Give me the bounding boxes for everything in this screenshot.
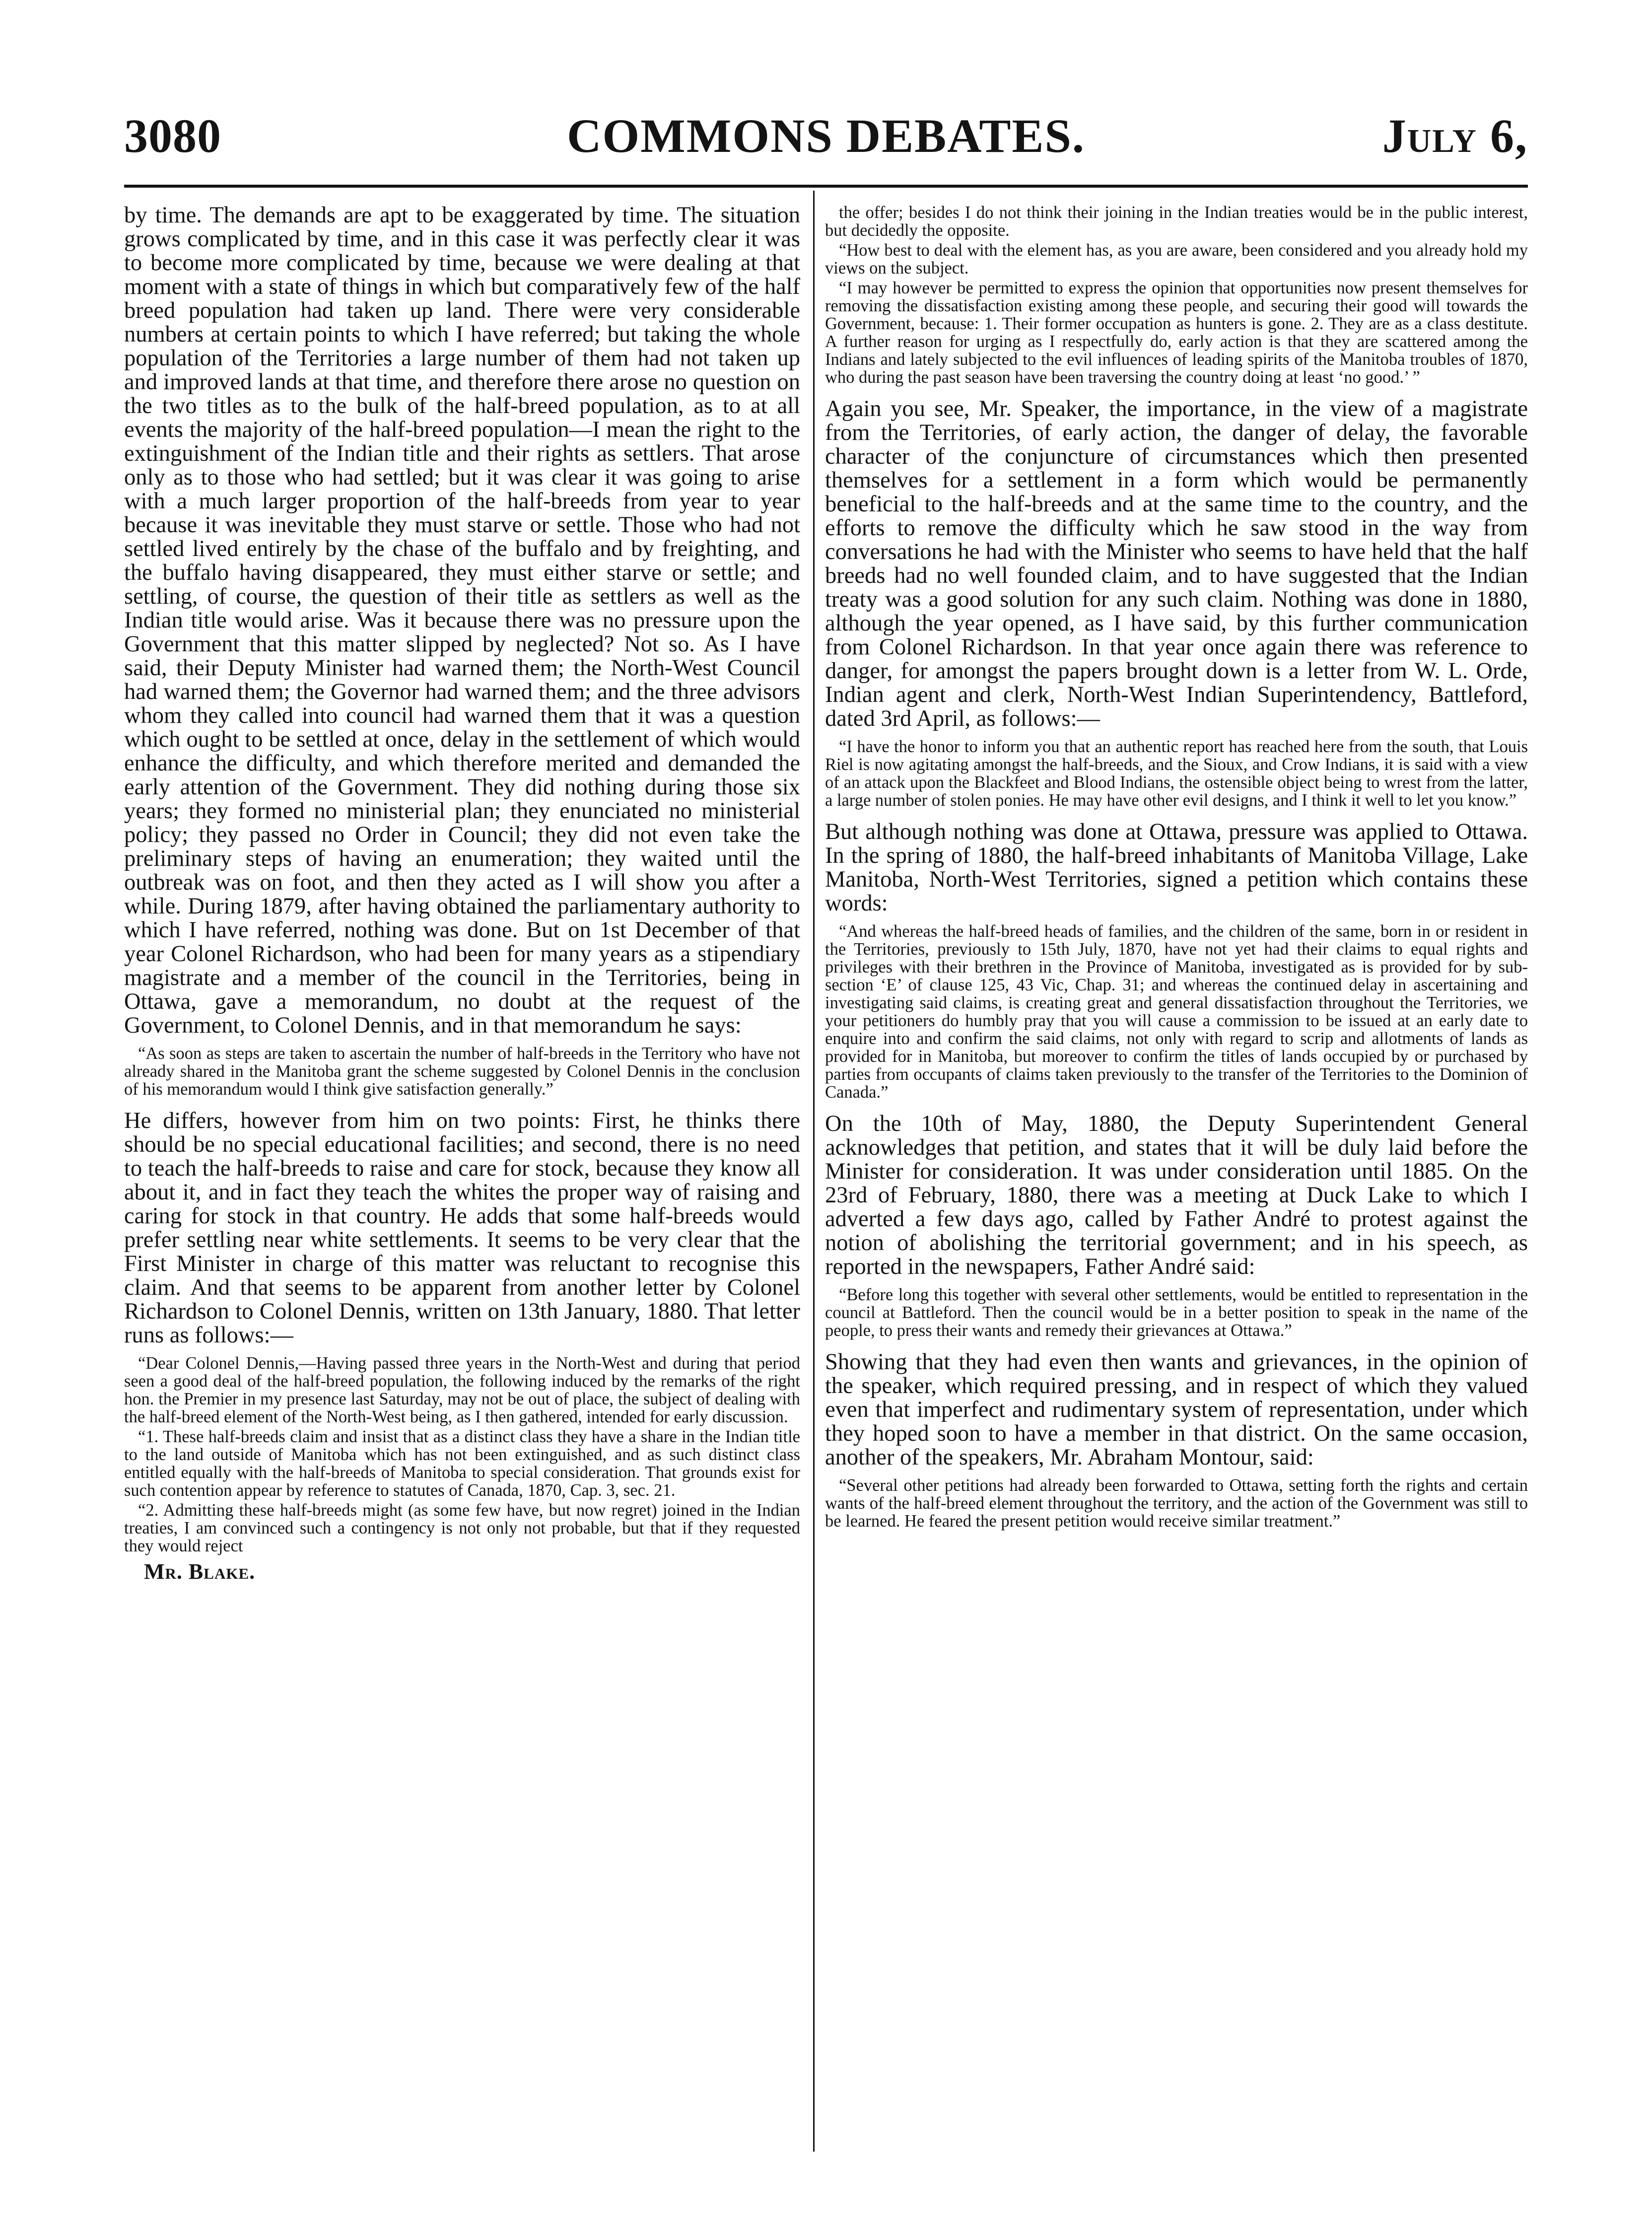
quoted-letter: “2. Admitting these half-breeds might (as some few have, but now regret) joined in the Indian treaties, I am convinced such a contingency is not only not probable, but that if they requested they would reject — [124, 1501, 800, 1555]
quoted-speech: “Several other petitions had already been forwarded to Ottawa, setting forth the rights and certain wants of the half-breed element throughout the territory, and the action of the Government was still to be learned. He feared the present petition would receive similar treatment.” — [825, 1476, 1528, 1531]
body-paragraph: Showing that they had even then wants and grievances, in the opinion of the speaker, which required pressing, and in respect of which they valued even that imperfect and rudimentary system of representation, under which they hoped soon to have a member in that district. On the same occasion, another of the speakers, Mr. Abraham Montour, said: — [825, 1349, 1528, 1470]
quoted-speech: “Before long this together with several other settlements, would be entitled to representation in the council at Battleford. Then the council would be in a better position to speak in the name of the people, to press their wants and remedy their grievances at Ottawa.” — [825, 1285, 1528, 1340]
header-rule — [124, 185, 1528, 188]
body-paragraph: Again you see, Mr. Speaker, the importance, in the view of a magistrate from the Territories, of early action, the danger of delay, the favorable character of the conjuncture of circumstances which then presented themselves for a settlement in a form which would be permanently beneficial to the half-breeds and at the same time to the country, and the efforts to remove the difficulty which he saw stood in the way from conversations he had with the Minister who seems to have held that the half breeds had no well founded claim, and to have suggested that the Indian treaty was a good solution for any such claim. Nothing was done in 1880, although the year opened, as I have said, by this further communication from Colonel Richardson. In that year once again there was reference to danger, for amongst the papers brought down is a letter from W. L. Orde, Indian agent and clerk, North-West Indian Superintendency, Battleford, dated 3rd April, as follows:— — [825, 396, 1528, 731]
quoted-letter: “1. These half-breeds claim and insist that as a distinct class they have a share in the Indian title to the land outside of Manitoba which has not been extinguished, and as such distinct class entitled equally with the half-breeds of Manitoba to special consideration. That grounds exist for such contention appear by reference to statutes of Canada, 1870, Cap. 3, sec. 21. — [124, 1427, 800, 1500]
page-date: July 6, — [1382, 109, 1528, 162]
quoted-petition: “And whereas the half-breed heads of families, and the children of the same, born in or resident in the Territories, previously to 15th July, 1870, have not yet had their claims to equal rights and privileges with their brethren in the Province of Manitoba, investigated as is provided for by sub-section ‘E’ of clause 125, 43 Vic, Chap. 31; and whereas the continued delay in ascertaining and investigating said claims, is creating great and general dissatisfaction throughout the Territories, we your petitioners do humbly pray that you will cause a commission to be issued at an early date to enquire into and confirm the said claims, not only with regard to scrip and allotments of lands as provided for in Manitoba, but moreover to confirm the titles of lands occupied by or purchased by parties from occupants of claims taken previously to the transfer of the Territories to the Dominion of Canada.” — [825, 922, 1528, 1102]
publication-title: COMMONS DEBATES. — [567, 109, 1085, 162]
quoted-report: “I have the honor to inform you that an authentic report has reached here from the south, that Louis Riel is now agitating amongst the half-breeds, and the Sioux, and Crow Indians, it is said with a view of an attack upon the Blackfeet and Blood Indians, the ostensible object being to wrest from the latter, a large number of stolen ponies. He may have other evil designs, and I think it well to let you know.” — [825, 737, 1528, 810]
page-header — [124, 108, 1528, 168]
quoted-letter: “How best to deal with the element has, as you are aware, been considered and you already hold my views on the subject. — [825, 241, 1528, 278]
body-paragraph: On the 10th of May, 1880, the Deputy Superintendent General acknowledges that petition, and states that it will be duly laid before the Minister for consideration. It was under consideration until 1885. On the 23rd of February, 1880, there was a meeting at Duck Lake to which I adverted a few days ago, called by Father André to protest against the notion of abolishing the territorial government; and in his speech, as reported in the newspapers, Father André said: — [825, 1111, 1528, 1279]
right-column — [825, 204, 1528, 2165]
quoted-letter: the offer; besides I do not think their joining in the Indian treaties would be in the public interest, but decidedly the opposite. — [825, 204, 1528, 240]
quoted-letter: “I may however be permitted to express the opinion that opportunities now present themselves for removing the dissatisfaction existing among these people, and securing their good will towards the Government, because: 1. Their former occupation as hunters is gone. 2. They are as a class destitute. A further reason for urging as I respectfully do, early action is that they are scattered among the Indians and lately subjected to the evil influences of leading spirits of the Manitoba troubles of 1870, who during the past season have been traversing the country doing at least ‘no good.’ ” — [825, 279, 1528, 387]
quoted-letter: “Dear Colonel Dennis,—Having passed three years in the North-West and during that period seen a good deal of the half-breed population, the following induced by the remarks of the right hon. the Premier in my presence last Saturday, may not be out of place, the subject of dealing with the half-breed element of the North-West being, as I then gathered, intended for early discussion. — [124, 1354, 800, 1426]
column-divider — [813, 191, 815, 2152]
quoted-memorandum: “As soon as steps are taken to ascertain the number of half-breeds in the Territory who have not already shared in the Manitoba grant the scheme suggested by Colonel Dennis in the conclusion of his memorandum would I think give satisfaction generally.” — [124, 1044, 800, 1099]
body-paragraph: by time. The demands are apt to be exaggerated by time. The situation grows complicated by time, and in this case it was perfectly clear it was to become more complicated by time, because we were dealing at that moment with a state of things in which but comparatively few of the half breed population had taken up land. There were very considerable numbers at certain points to which I have referred; but taking the whole population of the Territories a large number of them had not taken up and improved lands at that time, and therefore there arose no question on the two titles as to the bulk of the half-breed population, as to at all events the majority of the half-breed population—I mean the right to the extinguishment of the Indian title and their rights as settlers. That arose only as to those who had settled; but it was clear it was going to arise with a much larger proportion of the half-breeds from year to year because it was inevitable they must starve or settle. Those who had not settled lived entirely by the chase of the buffalo and by freighting, and the buffalo having disappeared, they must either starve or settle; and settling, of course, the question of their title as settlers as well as the Indian title would arise. Was it because there was no pressure upon the Government that this matter slipped by neglected? Not so. As I have said, their Deputy Minister had warned them; the North-West Council had warned them; the Governor had warned them; and the three advisors whom they called into council had warned them that it was a question which ought to be settled at once, delay in the settlement of which would enhance the difficulty, and which therefore merited and demanded the early attention of the Government. They did nothing during those six years; they formed no ministerial plan; they enunciated no ministerial policy; they passed no Order in Council; they did not even take the preliminary steps of having an enumeration; they waited until the outbreak was on foot, and then they acted as I will show you after a while. During 1879, after having obtained the parliamentary authority to which I have referred, nothing was done. But on 1st December of that year Colonel Richardson, who had been for many years as a stipendiary magistrate and a member of the council in the Territories, being in Ottawa, gave a memorandum, no doubt at the request of the Government, to Colonel Dennis, and in that memorandum he says: — [124, 204, 800, 1038]
page-number: 3080 — [124, 109, 221, 162]
speaker-signature: Mr. Blake. — [144, 1559, 256, 1584]
left-column — [124, 204, 800, 2165]
body-paragraph: He differs, however from him on two points: First, he thinks there should be no special educational facilities; and second, there is no need to teach the half-breeds to raise and care for stock, because they know all about it, and in fact they teach the whites the proper way of raising and caring for stock in that country. He adds that some half-breeds would prefer settling near white settlements. It seems to be very clear that the First Minister in charge of this matter was reluctant to recognise this claim. And that seems to be apparent from another letter by Colonel Richardson to Colonel Dennis, written on 13th January, 1880. That letter runs as follows:— — [124, 1108, 800, 1348]
body-paragraph: But although nothing was done at Ottawa, pressure was applied to Ottawa. In the spring of 1880, the half-breed inhabitants of Manitoba Village, Lake Manitoba, North-West Territories, signed a petition which contains these words: — [825, 819, 1528, 916]
